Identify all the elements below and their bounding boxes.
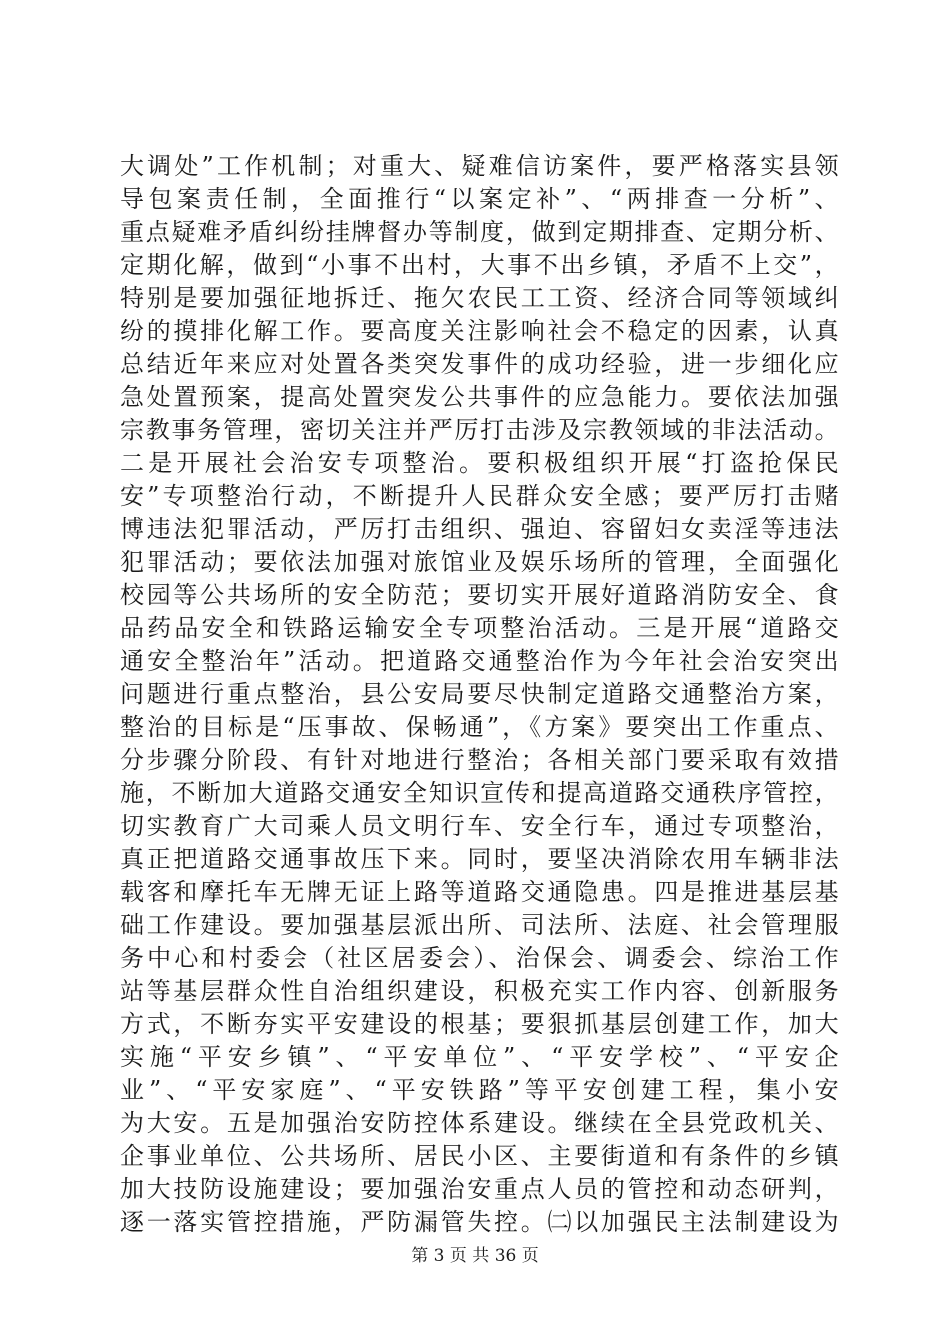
text-line: 施，不断加大道路交通安全知识宣传和提高道路交通秩序管控， — [120, 779, 840, 807]
text-line: 加大技防设施建设；要加强治安重点人员的管控和动态研判， — [120, 1175, 840, 1203]
page-footer: 第 3 页 共 36 页 — [411, 1246, 539, 1266]
text-line: 宗教事务管理，密切关注并严厉打击涉及宗教领域的非法活动。 — [120, 416, 840, 444]
text-line: 企事业单位、公共场所、居民小区、主要街道和有条件的乡镇 — [120, 1142, 840, 1170]
text-line: 特别是要加强征地拆迁、拖欠农民工工资、经济合同等领域纠 — [120, 284, 840, 312]
text-line: 问题进行重点整治，县公安局要尽快制定道路交通整治方案， — [120, 680, 840, 708]
text-line: 业”、“平安家庭”、“平安铁路”等平安创建工程，集小安 — [120, 1076, 840, 1104]
text-line: 导包案责任制，全面推行“以案定补”、“两排查一分析”、 — [120, 185, 840, 213]
text-line: 定期化解，做到“小事不出村，大事不出乡镇，矛盾不上交”， — [120, 251, 840, 279]
text-line: 二是开展社会治安专项整治。要积极组织开展“打盗抢保民 — [120, 449, 840, 477]
text-line: 急处置预案，提高处置突发公共事件的应急能力。要依法加强 — [120, 383, 840, 411]
text-line: 安”专项整治行动，不断提升人民群众安全感；要严厉打击赌 — [120, 482, 840, 510]
text-line: 为大安。五是加强治安防控体系建设。继续在全县党政机关、 — [120, 1109, 840, 1137]
text-line: 博违法犯罪活动，严厉打击组织、强迫、容留妇女卖淫等违法 — [120, 515, 840, 543]
text-line: 切实教育广大司乘人员文明行车、安全行车，通过专项整治， — [120, 812, 840, 840]
text-line: 务中心和村委会（社区居委会）、治保会、调委会、综治工作 — [120, 944, 840, 972]
text-line: 方式，不断夯实平安建设的根基；要狠抓基层创建工作，加大 — [120, 1010, 840, 1038]
text-line: 实施“平安乡镇”、“平安单位”、“平安学校”、“平安企 — [120, 1043, 840, 1071]
text-line: 犯罪活动；要依法加强对旅馆业及娱乐场所的管理，全面强化 — [120, 548, 840, 576]
body-text — [120, 150, 840, 1239]
text-line: 品药品安全和铁路运输安全专项整治活动。三是开展“道路交 — [120, 614, 840, 642]
text-line: 载客和摩托车无牌无证上路等道路交通隐患。四是推进基层基 — [120, 878, 840, 906]
text-line: 校园等公共场所的安全防范；要切实开展好道路消防安全、食 — [120, 581, 840, 609]
text-line: 分步骤分阶段、有针对地进行整治；各相关部门要采取有效措 — [120, 746, 840, 774]
text-line: 重点疑难矛盾纠纷挂牌督办等制度，做到定期排查、定期分析、 — [120, 218, 840, 246]
text-line: 逐一落实管控措施，严防漏管失控。㈡以加强民主法制建设为 — [120, 1208, 840, 1236]
text-line: 站等基层群众性自治组织建设，积极充实工作内容、创新服务 — [120, 977, 840, 1005]
text-line: 总结近年来应对处置各类突发事件的成功经验，进一步细化应 — [120, 350, 840, 378]
text-line: 纷的摸排化解工作。要高度关注影响社会不稳定的因素，认真 — [120, 317, 840, 345]
text-line: 真正把道路交通事故压下来。同时，要坚决消除农用车辆非法 — [120, 845, 840, 873]
text-line: 通安全整治年”活动。把道路交通整治作为今年社会治安突出 — [120, 647, 840, 675]
text-line: 础工作建设。要加强基层派出所、司法所、法庭、社会管理服 — [120, 911, 840, 939]
text-line: 整治的目标是“压事故、保畅通”，《方案》要突出工作重点、 — [120, 713, 840, 741]
text-line: 大调处”工作机制；对重大、疑难信访案件，要严格落实县领 — [120, 152, 840, 180]
